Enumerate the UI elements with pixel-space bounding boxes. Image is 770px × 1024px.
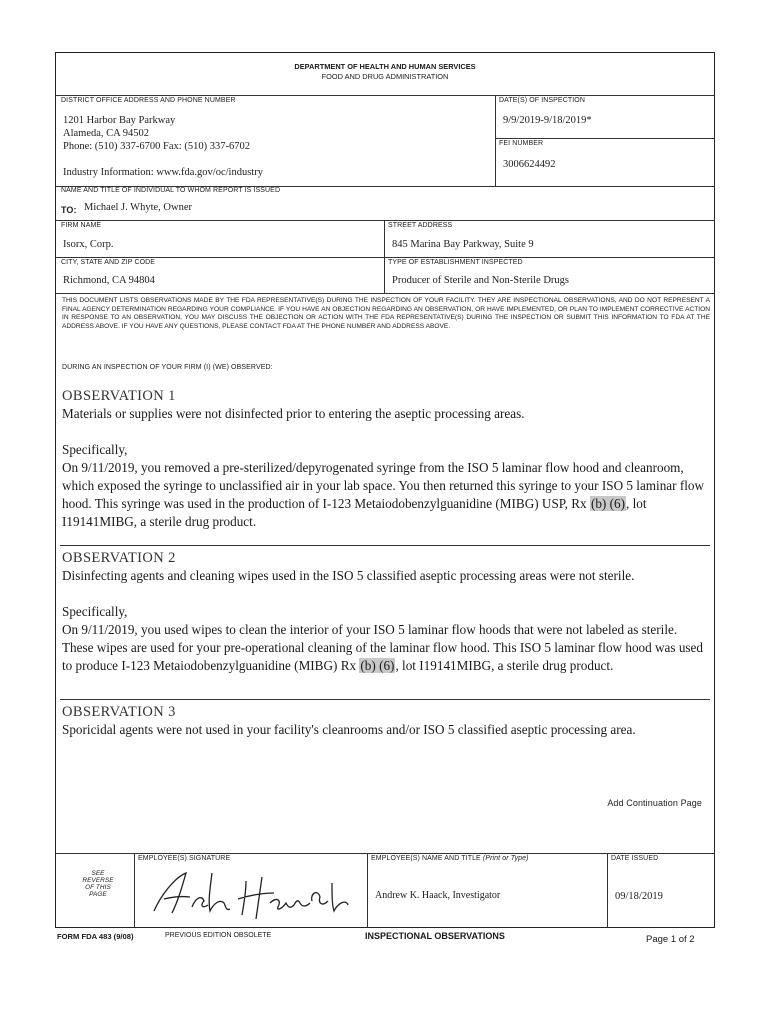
employee-name-label-text: EMPLOYEE(S) NAME AND TITLE bbox=[371, 855, 481, 862]
divider bbox=[56, 220, 714, 221]
establishment-value: Producer of Sterile and Non-Sterile Drugs bbox=[392, 275, 569, 286]
divider bbox=[56, 257, 714, 258]
observation-1-detail-text: On 9/11/2019, you removed a pre-sterilized/depyrogenated syringe from the ISO 5 laminar flow hood and cleanroom, which exposed the syringe to unclassified air in your lab space. You then returned this syringe to your ISO 5 laminar flow hood. This syringe was used in the production of I-123 Metaiodobenzylguanidine (MIBG) USP, Rx bbox=[62, 460, 705, 511]
observation-3 bbox=[62, 703, 710, 739]
observation-1 bbox=[62, 387, 710, 531]
district-phone: Phone: (510) 337-6700 Fax: (510) 337-6702 bbox=[63, 141, 250, 152]
observation-2-detail-text: On 9/11/2019, you used wipes to clean the interior of your ISO 5 laminar flow hoods that were not labeled as sterile. These wipes are used for your pre-operational cleaning of the laminar flow hood. This ISO 5 laminar flow hood was used to produce I-123 Metaiodobenzylguanidine (MIBG) Rx bbox=[62, 622, 704, 673]
observation-1-title: OBSERVATION 1 bbox=[62, 388, 176, 404]
redaction-box: (b) (6) bbox=[360, 658, 395, 673]
city-label: CITY, STATE AND ZIP CODE bbox=[61, 259, 156, 266]
divider bbox=[607, 853, 608, 927]
observation-1-summary: Materials or supplies were not disinfected prior to entering the aseptic processing areas. bbox=[62, 406, 525, 421]
observation-2-specifically: Specifically, bbox=[62, 604, 128, 619]
divider bbox=[495, 95, 496, 186]
divider bbox=[60, 699, 710, 700]
form-title: INSPECTIONAL OBSERVATIONS bbox=[365, 931, 505, 941]
divider bbox=[367, 853, 368, 927]
divider bbox=[60, 545, 710, 546]
observation-1-detail-lot: , lot I19141MIBG, a sterile drug product. bbox=[62, 496, 647, 529]
district-label: DISTRICT OFFICE ADDRESS AND PHONE NUMBER bbox=[61, 97, 236, 104]
disclaimer-text: THIS DOCUMENT LISTS OBSERVATIONS MADE BY THE FDA REPRESENTATIVE(S) DURING THE INSPECTION OF YOUR FACILITY. THEY ARE INSPECTIONAL OBSERVATIONS, AND DO NOT REPRESENT A FINAL AGENCY DETERMINATION REGARDING YOUR COMPLIANCE. IF YOU HAVE AN OBJECTION REGARDING AN OBSERVATION, OR HAVE IMPLEMENTED, OR PLAN TO IMPLEMENT CORRECTIVE ACTION IN RESPONSE TO AN OBSERVATION, YOU MAY DISCUSS THE OBJECTION OR ACTION WITH THE FDA REPRESENTATIVE(S) DURING THE INSPECTION OR SUBMIT THIS INFORMATION TO FDA AT THE ADDRESS ABOVE. IF YOU HAVE ANY QUESTIONS, PLEASE CONTACT FDA AT THE PHONE NUMBER AND ADDRESS ABOVE. bbox=[62, 297, 710, 330]
to-label: TO: bbox=[61, 205, 77, 215]
redaction-box: (b) (6) bbox=[590, 496, 625, 511]
dates-value: 9/9/2019-9/18/2019* bbox=[503, 115, 592, 126]
divider bbox=[56, 95, 714, 96]
establishment-label: TYPE OF ESTABLISHMENT INSPECTED bbox=[388, 259, 523, 266]
observation-2-detail-lot: , lot I19141MIBG, a sterile drug product. bbox=[395, 658, 614, 673]
agency-heading: FOOD AND DRUG ADMINISTRATION bbox=[321, 72, 449, 81]
recipient-label: NAME AND TITLE OF INDIVIDUAL TO WHOM REPORT IS ISSUED bbox=[61, 187, 281, 194]
divider bbox=[56, 853, 714, 854]
fei-label: FEI NUMBER bbox=[499, 140, 544, 147]
district-address-line: 1201 Harbor Bay Parkway bbox=[63, 115, 176, 126]
recipient-value: Michael J. Whyte, Owner bbox=[84, 202, 192, 213]
divider bbox=[495, 138, 714, 139]
employee-name-label bbox=[371, 855, 529, 862]
signature bbox=[142, 863, 356, 925]
observation-1-detail bbox=[62, 459, 710, 531]
district-industry-info: Industry Information: www.fda.gov/oc/industry bbox=[63, 167, 263, 178]
street-value: 845 Marina Bay Parkway, Suite 9 bbox=[392, 239, 534, 250]
street-label: STREET ADDRESS bbox=[388, 222, 453, 229]
observation-2-title: OBSERVATION 2 bbox=[62, 550, 176, 566]
city-value: Richmond, CA 94804 bbox=[63, 275, 155, 286]
employee-name-value: Andrew K. Haack, Investigator bbox=[375, 890, 501, 901]
firm-label: FIRM NAME bbox=[61, 222, 102, 229]
form-id: FORM FDA 483 (9/08) bbox=[57, 932, 134, 941]
add-continuation-page-link[interactable]: Add Continuation Page bbox=[607, 798, 702, 808]
observation-3-title: OBSERVATION 3 bbox=[62, 704, 176, 720]
previous-edition-note: PREVIOUS EDITION OBSOLETE bbox=[165, 932, 272, 939]
firm-value: Isorx, Corp. bbox=[63, 239, 114, 250]
observation-2-detail bbox=[62, 621, 710, 675]
observation-3-summary: Sporicidal agents were not used in your facility's cleanrooms and/or ISO 5 classified aseptic processing area. bbox=[62, 722, 636, 737]
observation-2 bbox=[62, 549, 710, 675]
page-number: Page 1 of 2 bbox=[646, 934, 695, 945]
dates-label: DATE(S) OF INSPECTION bbox=[499, 97, 585, 104]
district-address-line: Alameda, CA 94502 bbox=[63, 128, 150, 139]
fda-483-form bbox=[55, 52, 715, 928]
divider bbox=[56, 293, 714, 294]
employee-name-label-note: (Print or Type) bbox=[482, 855, 529, 862]
department-heading: DEPARTMENT OF HEALTH AND HUMAN SERVICES bbox=[294, 62, 476, 71]
date-issued-label: DATE ISSUED bbox=[611, 855, 659, 862]
divider bbox=[134, 853, 135, 927]
signature-label: EMPLOYEE(S) SIGNATURE bbox=[138, 855, 231, 862]
observation-2-summary: Disinfecting agents and cleaning wipes used in the ISO 5 classified aseptic processing areas were not sterile. bbox=[62, 568, 635, 583]
fei-value: 3006624492 bbox=[503, 159, 556, 170]
see-reverse-note: SEE REVERSE OF THIS PAGE bbox=[82, 870, 114, 898]
during-inspection-label: DURING AN INSPECTION OF YOUR FIRM (I) (WE) OBSERVED: bbox=[62, 364, 273, 371]
observation-1-specifically: Specifically, bbox=[62, 442, 128, 457]
date-issued-value: 09/18/2019 bbox=[615, 891, 663, 902]
